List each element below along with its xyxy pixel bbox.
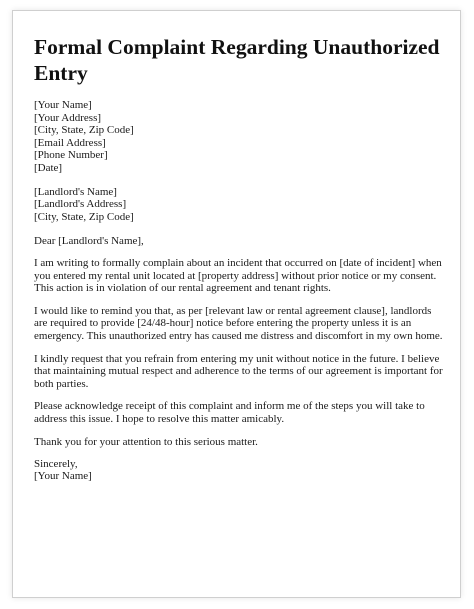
letter-content <box>34 34 446 494</box>
sender-address: [Your Address] <box>34 111 102 124</box>
body-paragraph: Please acknowledge receipt of this complaint and inform me of the steps you will take to address this issue. I hope to resolve this matter amicably. <box>34 400 425 426</box>
sender-name: [Your Name] <box>34 99 92 111</box>
recipient-city-state-zip: [City, State, Zip Code] <box>34 210 134 223</box>
letter-title: Formal Complaint Regarding Unauthorized Entry <box>34 35 440 85</box>
closing: Sincerely, <box>34 457 78 470</box>
sender-city-state-zip: [City, State, Zip Code] <box>34 124 134 136</box>
body-paragraph: Thank you for your attention to this serious matter. <box>34 435 258 448</box>
sender-email: [Email Address] <box>34 136 106 149</box>
body-paragraph: I would like to remind you that, as per [relevant law or rental agreement clause], landlords are required to provide [24/48-hour] notice before entering the property unless it is an emergency. This unauthorized entry has caused me distress and discomfort in my own home. <box>34 304 443 343</box>
closing-block <box>34 458 446 483</box>
recipient-address-block <box>34 186 446 224</box>
recipient-name: [Landlord's Name] <box>34 185 117 198</box>
body-paragraph: I am writing to formally complain about an incident that occurred on [date of incident] when you entered my rental unit located at [property address] without prior notice or my consent. This action is in violation of our rental agreement and tenant rights. <box>34 256 442 295</box>
signature-name: [Your Name] <box>34 470 92 483</box>
letter-page <box>12 10 461 598</box>
salutation: Dear [Landlord's Name], <box>34 234 144 247</box>
recipient-address: [Landlord's Address] <box>34 198 127 210</box>
letter-date: [Date] <box>34 161 63 174</box>
sender-phone: [Phone Number] <box>34 149 108 161</box>
sender-address-block <box>34 99 446 174</box>
body-paragraph: I kindly request that you refrain from entering my unit without notice in the future. I believe that maintaining mutual respect and adherence to the terms of our agreement is important for both parties. <box>34 352 443 391</box>
